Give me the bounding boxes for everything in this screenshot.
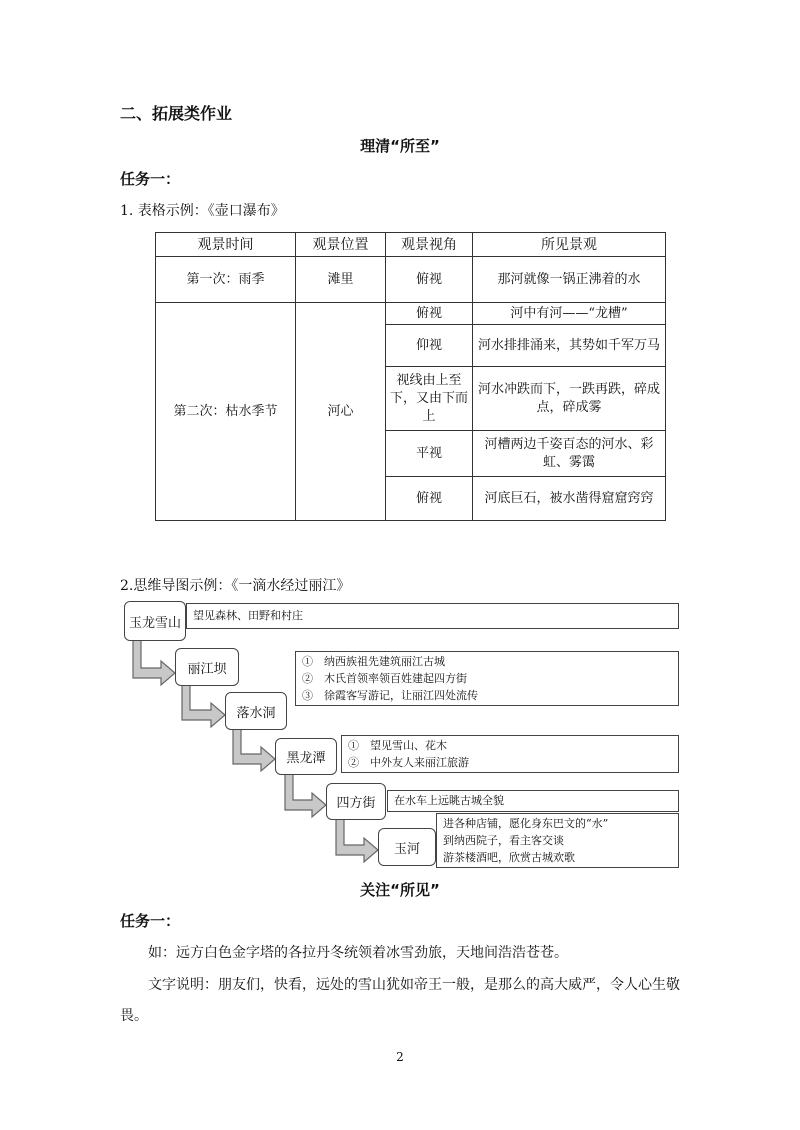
row2-angle-1: 俯视 (386, 303, 473, 325)
part1-title: 理清“所至” (360, 137, 440, 155)
detail-line: 游茶楼酒吧，欣赏古城欢歌 (443, 851, 575, 864)
row2-angle-4: 平视 (386, 431, 473, 477)
example-text: 如：远方白色金字塔的各拉丹冬统领着冰雪劲旅，天地间浩浩苍苍。 (148, 945, 568, 961)
page-number: 2 (396, 1050, 404, 1064)
detail-line: ① 望见雪山、花木 (348, 739, 447, 752)
detail-line: 望见森林、田野和村庄 (193, 609, 303, 622)
task1b-label: 任务一： (120, 912, 181, 930)
row2-scene-5: 河底巨石，被水凿得窟窟窍窍 (473, 477, 666, 521)
row2-angle-3: 视线由上至下，又由下而上 (386, 367, 473, 431)
detail-heilong (341, 735, 679, 773)
row2-scene-1: 河中有河——“龙槽” (473, 303, 666, 325)
mindmap-caption: 2.思维导图示例：《一滴水经过丽江》 (120, 578, 351, 594)
header-time: 观景时间 (156, 233, 296, 257)
row2-scene-2: 河水排排涌来，其势如千军万马 (473, 325, 666, 367)
detail-yulong (186, 603, 679, 629)
arrow-3 (233, 726, 275, 771)
header-angle: 观景视角 (386, 233, 473, 257)
detail-line: ① 纳西族祖先建筑丽江古城 (302, 655, 445, 668)
arrow-1 (133, 640, 175, 685)
explain-line2: 畏。 (120, 1008, 148, 1024)
row2-scene-4: 河槽两边千姿百态的河水、彩虹、雾霭 (473, 431, 666, 477)
detail-line: ③ 徐霞客写游记，让丽江四处流传 (302, 689, 478, 702)
node-yu-river: 玉河 (378, 828, 436, 866)
node-yulong-snow-mountain: 玉龙雪山 (124, 601, 186, 641)
arrow-4 (285, 772, 326, 817)
detail-line: 在水车上远眺古城全貌 (394, 794, 504, 807)
detail-line: ② 木氏首领率领百姓建起四方街 (302, 672, 467, 685)
part2-title: 关注“所见” (360, 881, 440, 899)
detail-lijiang-ba (295, 651, 679, 706)
detail-line: ② 中外友人来丽江旅游 (348, 756, 469, 769)
row2-scene-3: 河水冲跌而下，一跌再跌，碎成点，碎成雾 (473, 367, 666, 431)
detail-yuhe (436, 813, 679, 868)
detail-sifang (387, 790, 679, 812)
header-scene: 所见景观 (473, 233, 666, 257)
task1-label: 任务一： (120, 170, 181, 188)
arrow-5 (336, 817, 378, 862)
row1-scene: 那河就像一锅正沸着的水 (473, 257, 666, 303)
section-title: 二、拓展类作业 (120, 104, 233, 123)
detail-line: 到纳西院子，看主客交谈 (443, 834, 564, 847)
table-caption: 1. 表格示例：《壶口瀑布》 (120, 203, 285, 219)
row2-time: 第二次：枯水季节 (156, 303, 296, 521)
row2-place: 河心 (296, 303, 386, 521)
node-luoshui-cave: 落水洞 (225, 692, 287, 730)
node-heilong-pool: 黑龙潭 (275, 738, 337, 775)
header-place: 观景位置 (296, 233, 386, 257)
row2-angle-2: 仰视 (386, 325, 473, 367)
explain-line1: 文字说明：朋友们，快看，远处的雪山犹如帝王一般，是那么的高大威严，令人心生敬 (148, 977, 680, 993)
row1-angle: 俯视 (386, 257, 473, 303)
detail-line: 进各种店铺，愿化身东巴文的“水” (443, 817, 609, 830)
node-sifang-street: 四方街 (326, 783, 386, 820)
row2-angle-5: 俯视 (386, 477, 473, 521)
arrow-2 (182, 682, 225, 727)
row1-time: 第一次：雨季 (156, 257, 296, 303)
node-lijiang-ba: 丽江坝 (175, 648, 239, 686)
row1-place: 滩里 (296, 257, 386, 303)
